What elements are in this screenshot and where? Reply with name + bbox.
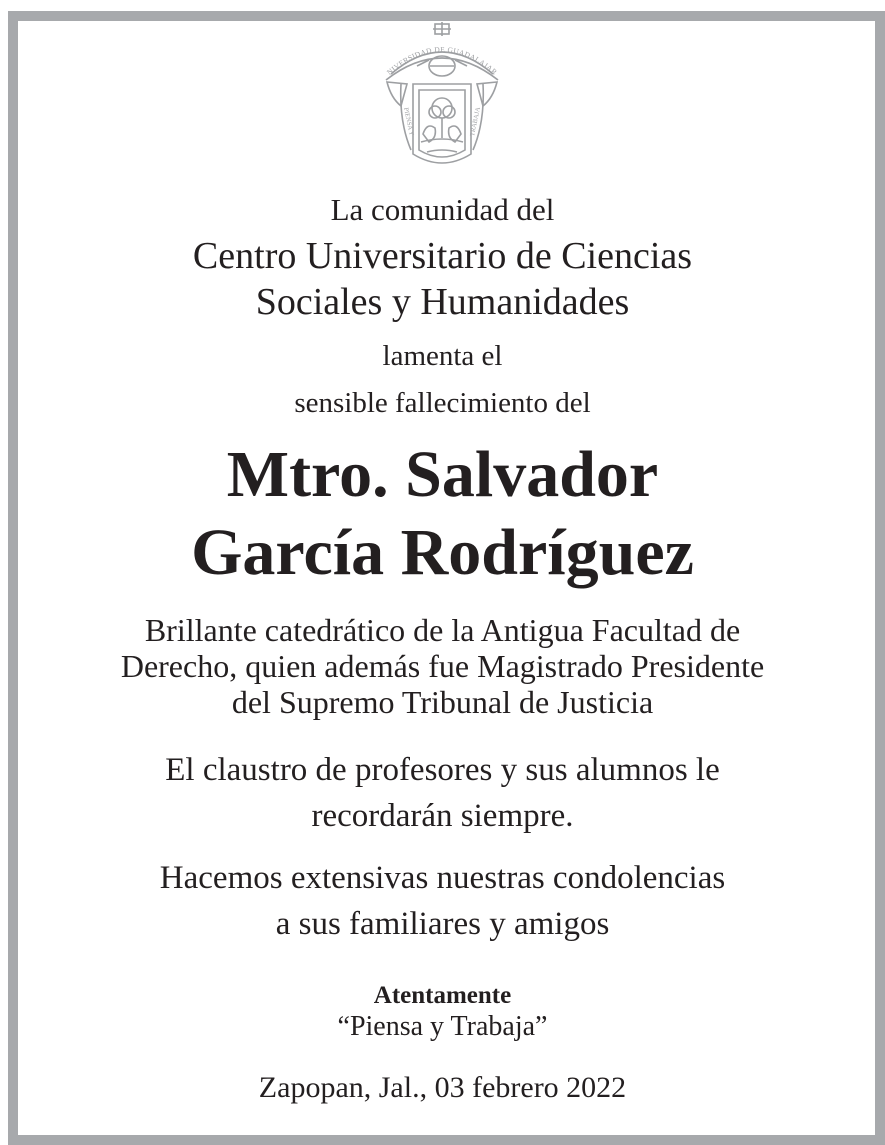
- seal-ribbon-text: NIVERSIDAD DE GUADALAJAR: [384, 44, 500, 77]
- bio-line-2: Derecho, quien además fue Magistrado Presidente: [120, 648, 765, 684]
- deceased-name-line-2: García Rodríguez: [191, 516, 694, 589]
- lament-line-2: sensible fallecimiento del: [294, 387, 591, 419]
- bio-line-1: Brillante catedrático de la Antigua Facultad de: [144, 612, 741, 648]
- seal-left-motto: PIENSA Y: [402, 107, 415, 137]
- lament-line-1: lamenta el: [382, 340, 503, 372]
- university-center-line-2: Sociales y Humanidades: [255, 281, 630, 323]
- seal-right-motto: TRABAJA: [469, 106, 482, 137]
- tribute-line-1: El claustro de profesores y sus alumnos le: [165, 752, 720, 788]
- bio-line-3: del Supremo Tribunal de Justicia: [231, 684, 654, 720]
- closing-title: Atentamente: [373, 982, 512, 1009]
- closing-motto: “Piensa y Trabaja”: [337, 1011, 548, 1042]
- intro-text: La comunidad del: [330, 192, 555, 227]
- university-center-line-1: Centro Universitario de Ciencias: [192, 235, 693, 277]
- condolences-line-2: a sus familiares y amigos: [275, 906, 610, 942]
- condolences-line-1: Hacemos extensivas nuestras condolencias: [159, 860, 726, 896]
- place-date: Zapopan, Jal., 03 febrero 2022: [258, 1071, 627, 1104]
- university-seal-icon: [383, 22, 501, 172]
- tribute-line-2: recordarán siempre.: [311, 798, 574, 834]
- deceased-name-line-1: Mtro. Salvador: [226, 438, 659, 511]
